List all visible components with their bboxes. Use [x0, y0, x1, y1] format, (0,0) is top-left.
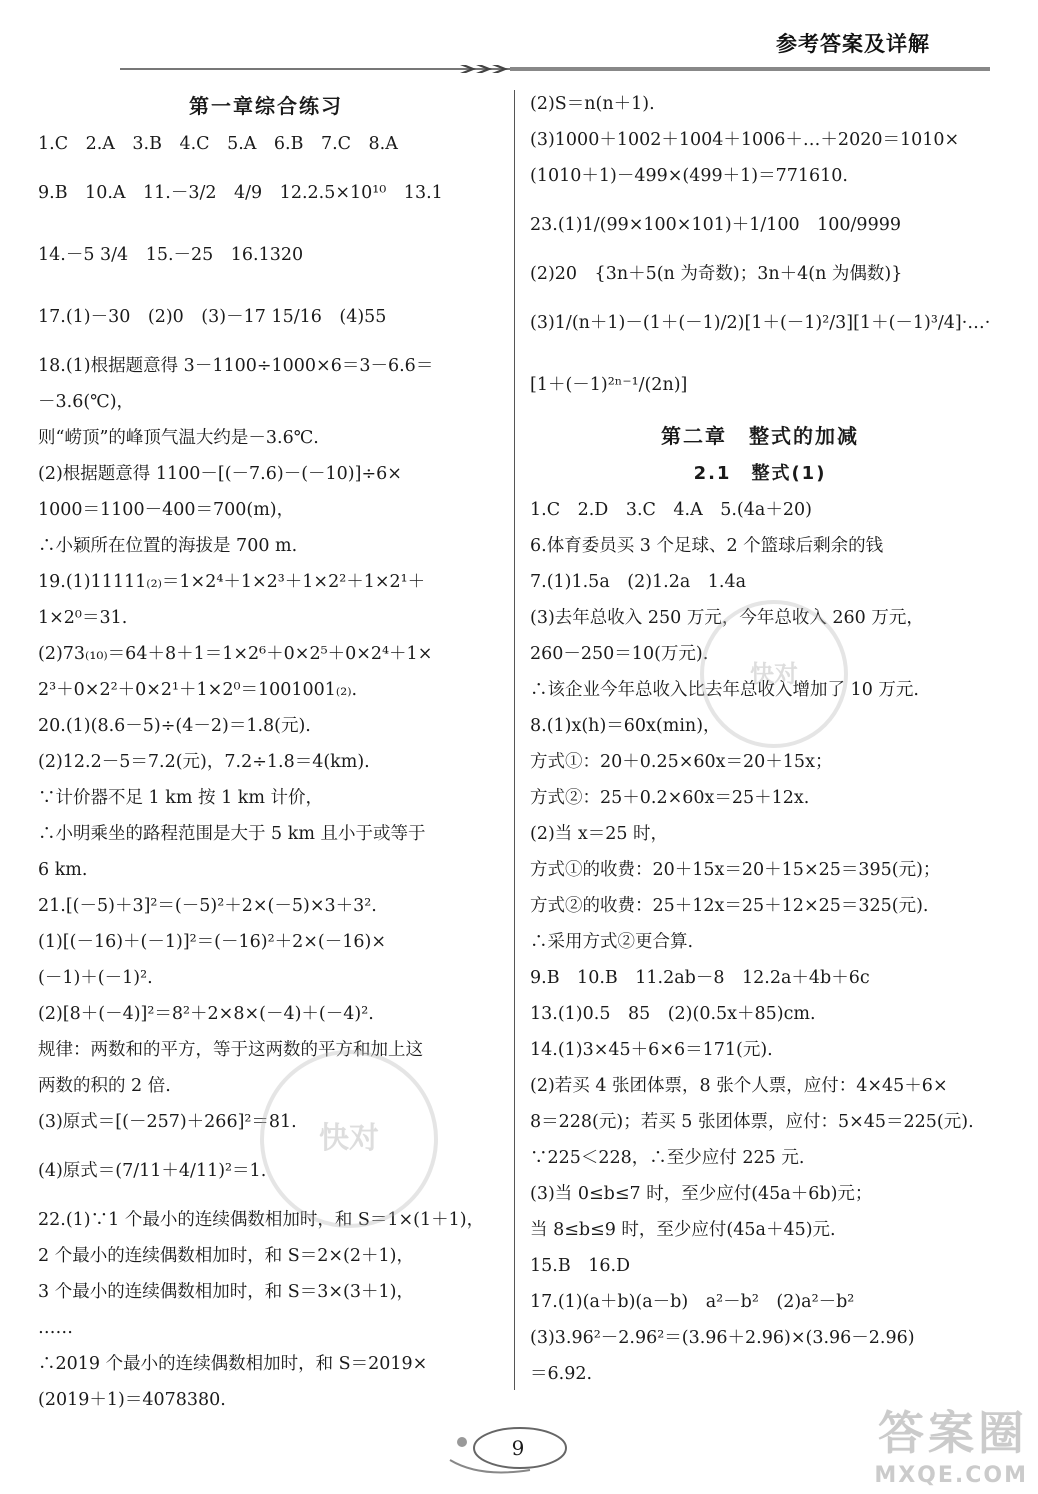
- answer-line: 1000＝1100－400＝700(m)，: [38, 500, 295, 520]
- answer-line: (2)20 {3n＋5(n 为奇数)；3n＋4(n 为偶数)}: [530, 264, 903, 284]
- answer-line: 1×2⁰＝31.: [38, 608, 128, 628]
- answer-line: 1.C 2.D 3.C 4.A 5.(4a＋20): [530, 500, 812, 520]
- answer-line: (2)73₍₁₀₎＝64＋8＋1＝1×2⁶＋0×2⁵＋0×2⁴＋1×: [38, 644, 433, 664]
- answer-line: (2)当 x＝25 时，: [530, 824, 669, 844]
- chapter-title: 第一章综合练习: [189, 94, 343, 118]
- answer-line: (3)3.96²－2.96²＝(3.96＋2.96)×(3.96－2.96): [530, 1328, 915, 1348]
- answer-line: (3)原式＝[(－257)＋266]²＝81.: [38, 1112, 297, 1132]
- answer-line: 3 个最小的连续偶数相加时，和 S＝3×(3＋1)，: [38, 1282, 414, 1302]
- header-rule-thick: [510, 67, 990, 71]
- answer-line: 规律：两数和的平方，等于这两数的平方和加上这: [38, 1040, 423, 1060]
- header-rule: [120, 64, 990, 74]
- answer-line: ＝6.92.: [530, 1364, 593, 1384]
- answer-line: 9.B 10.A 11.－3/2 4/9 12.2.5×10¹⁰ 13.1: [38, 183, 443, 203]
- answer-line: 23.(1)1/(99×100×101)＋1/100 100/9999: [530, 215, 901, 235]
- answer-line: ∴小明乘坐的路程范围是大于 5 km 且小于或等于: [38, 824, 426, 844]
- answer-line: (3)1000＋1002＋1004＋1006＋…＋2020＝1010×: [530, 130, 960, 150]
- page-ornament-flower: [457, 1437, 467, 1447]
- answer-line: (4)原式＝(7/11＋4/11)²＝1.: [38, 1161, 267, 1181]
- answer-line: 两数的积的 2 倍.: [38, 1076, 171, 1096]
- answer-line: 14.(1)3×45＋6×6＝171(元).: [530, 1040, 773, 1060]
- answer-line: ∴采用方式②更合算.: [530, 932, 694, 952]
- watermark: [874, 1397, 1028, 1488]
- answer-line: (1010＋1)－499×(499＋1)＝771610.: [530, 166, 848, 186]
- right-lines-a: [530, 86, 990, 416]
- stamp-watermark: 快对: [260, 1050, 438, 1228]
- answer-line: 当 8≤b≤9 时，至少应付(45a＋45)元.: [530, 1220, 836, 1240]
- column-divider: [514, 90, 515, 1390]
- answer-line: 19.(1)11111₍₂₎＝1×2⁴＋1×2³＋1×2²＋1×2¹＋: [38, 572, 426, 592]
- answer-line: ……: [38, 1318, 73, 1338]
- answer-line: 2 个最小的连续偶数相加时，和 S＝2×(2＋1)，: [38, 1246, 414, 1266]
- answer-line: 方式①的收费：20＋15x＝20＋15×25＝395(元)；: [530, 860, 941, 880]
- watermark-url: MXQE.COM: [874, 1463, 1028, 1488]
- answer-line: (2)若买 4 张团体票，8 张个人票，应付：4×45＋6×: [530, 1076, 948, 1096]
- answer-line: 18.(1)根据题意得 3－1100÷1000×6＝3－6.6＝: [38, 356, 434, 376]
- answer-line: (3)1/(n＋1)－(1＋(－1)/2)[1＋(－1)²/3][1＋(－1)³/4]·…·: [530, 313, 991, 333]
- answer-line: 方式②：25＋0.2×60x＝25＋12x.: [530, 788, 810, 808]
- answer-line: ∵225＜228，∴至少应付 225 元.: [530, 1148, 805, 1168]
- answer-line: 6 km.: [38, 860, 88, 880]
- answer-line: 260－250＝10(万元).: [530, 644, 709, 664]
- answer-line: ∵计价器不足 1 km 按 1 km 计价，: [38, 788, 324, 808]
- chapter-title: 第二章 整式的加减: [661, 424, 859, 448]
- left-column: [38, 86, 494, 1418]
- answer-line: (3)去年总收入 250 万元，今年总收入 260 万元，: [530, 608, 924, 628]
- answer-line: 13.(1)0.5 85 (2)(0.5x＋85)cm.: [530, 1004, 816, 1024]
- answer-line: (3)当 0≤b≤7 时，至少应付(45a＋6b)元；: [530, 1184, 873, 1204]
- answer-line: 15.B 16.D: [530, 1256, 631, 1276]
- answer-line: 2³＋0×2²＋0×2¹＋1×2⁰＝1001001₍₂₎.: [38, 680, 358, 700]
- answer-line: (－1)＋(－1)².: [38, 968, 153, 988]
- answer-line: 方式①：20＋0.25×60x＝20＋15x；: [530, 752, 833, 772]
- answer-line: 6.体育委员买 3 个足球、2 个篮球后剩余的钱: [530, 536, 884, 556]
- watermark-logo: 答案圈: [878, 1406, 1028, 1460]
- answer-line: 17.(1)－30 (2)0 (3)－17 15/16 (4)55: [38, 307, 387, 327]
- answer-line: 20.(1)(8.6－5)÷(4－2)＝1.8(元).: [38, 716, 311, 736]
- answer-line: 14.－5 3/4 15.－25 16.1320: [38, 245, 304, 265]
- answer-line: 17.(1)(a＋b)(a－b) a²－b² (2)a²－b²: [530, 1292, 855, 1312]
- answer-line: 8.(1)x(h)＝60x(min)，: [530, 716, 721, 736]
- page-number: 9: [511, 1436, 525, 1460]
- answer-line: 则“崂顶”的峰顶气温大约是－3.6℃.: [38, 428, 319, 448]
- answer-line: (1)[(－16)＋(－1)]²＝(－16)²＋2×(－16)×: [38, 932, 386, 952]
- answer-line: (2)S＝n(n＋1).: [530, 94, 655, 114]
- answer-line: ∴该企业今年总收入比去年总收入增加了 10 万元.: [530, 680, 919, 700]
- answer-line: (2)12.2－5＝7.2(元)，7.2÷1.8＝4(km).: [38, 752, 370, 772]
- answer-line: 22.(1)∵1 个最小的连续偶数相加时，和 S＝1×(1＋1)，: [38, 1210, 485, 1230]
- header-title: 参考答案及详解: [776, 32, 930, 56]
- answer-line: 方式②的收费：25＋12x＝25＋12×25＝325(元).: [530, 896, 929, 916]
- answer-line: 7.(1)1.5a (2)1.2a 1.4a: [530, 572, 747, 592]
- section-title: 2.1 整式(1): [693, 463, 827, 484]
- answer-line: 1.C 2.A 3.B 4.C 5.A 6.B 7.C 8.A: [38, 134, 398, 154]
- answer-line: 9.B 10.B 11.2ab－8 12.2a＋4b＋6c: [530, 968, 870, 988]
- answer-line: －3.6(℃)，: [38, 392, 135, 412]
- answer-line: [1＋(－1)²ⁿ⁻¹/(2n)]: [530, 375, 688, 395]
- answer-line: ∴小颖所在位置的海拔是 700 m.: [38, 536, 298, 556]
- answer-line: 21.[(－5)＋3]²＝(－5)²＋2×(－5)×3＋3².: [38, 896, 377, 916]
- answer-line: (2019＋1)＝4078380.: [38, 1390, 226, 1410]
- answer-line: 8＝228(元)；若买 5 张团体票，应付：5×45＝225(元).: [530, 1112, 974, 1132]
- answer-line: ∴2019 个最小的连续偶数相加时，和 S＝2019×: [38, 1354, 428, 1374]
- answer-line: (2)[8＋(－4)]²＝8²＋2×8×(－4)＋(－4)².: [38, 1004, 374, 1024]
- answer-line: (2)根据题意得 1100－[(－7.6)－(－10)]÷6×: [38, 464, 402, 484]
- stamp-watermark: 快对: [700, 600, 848, 748]
